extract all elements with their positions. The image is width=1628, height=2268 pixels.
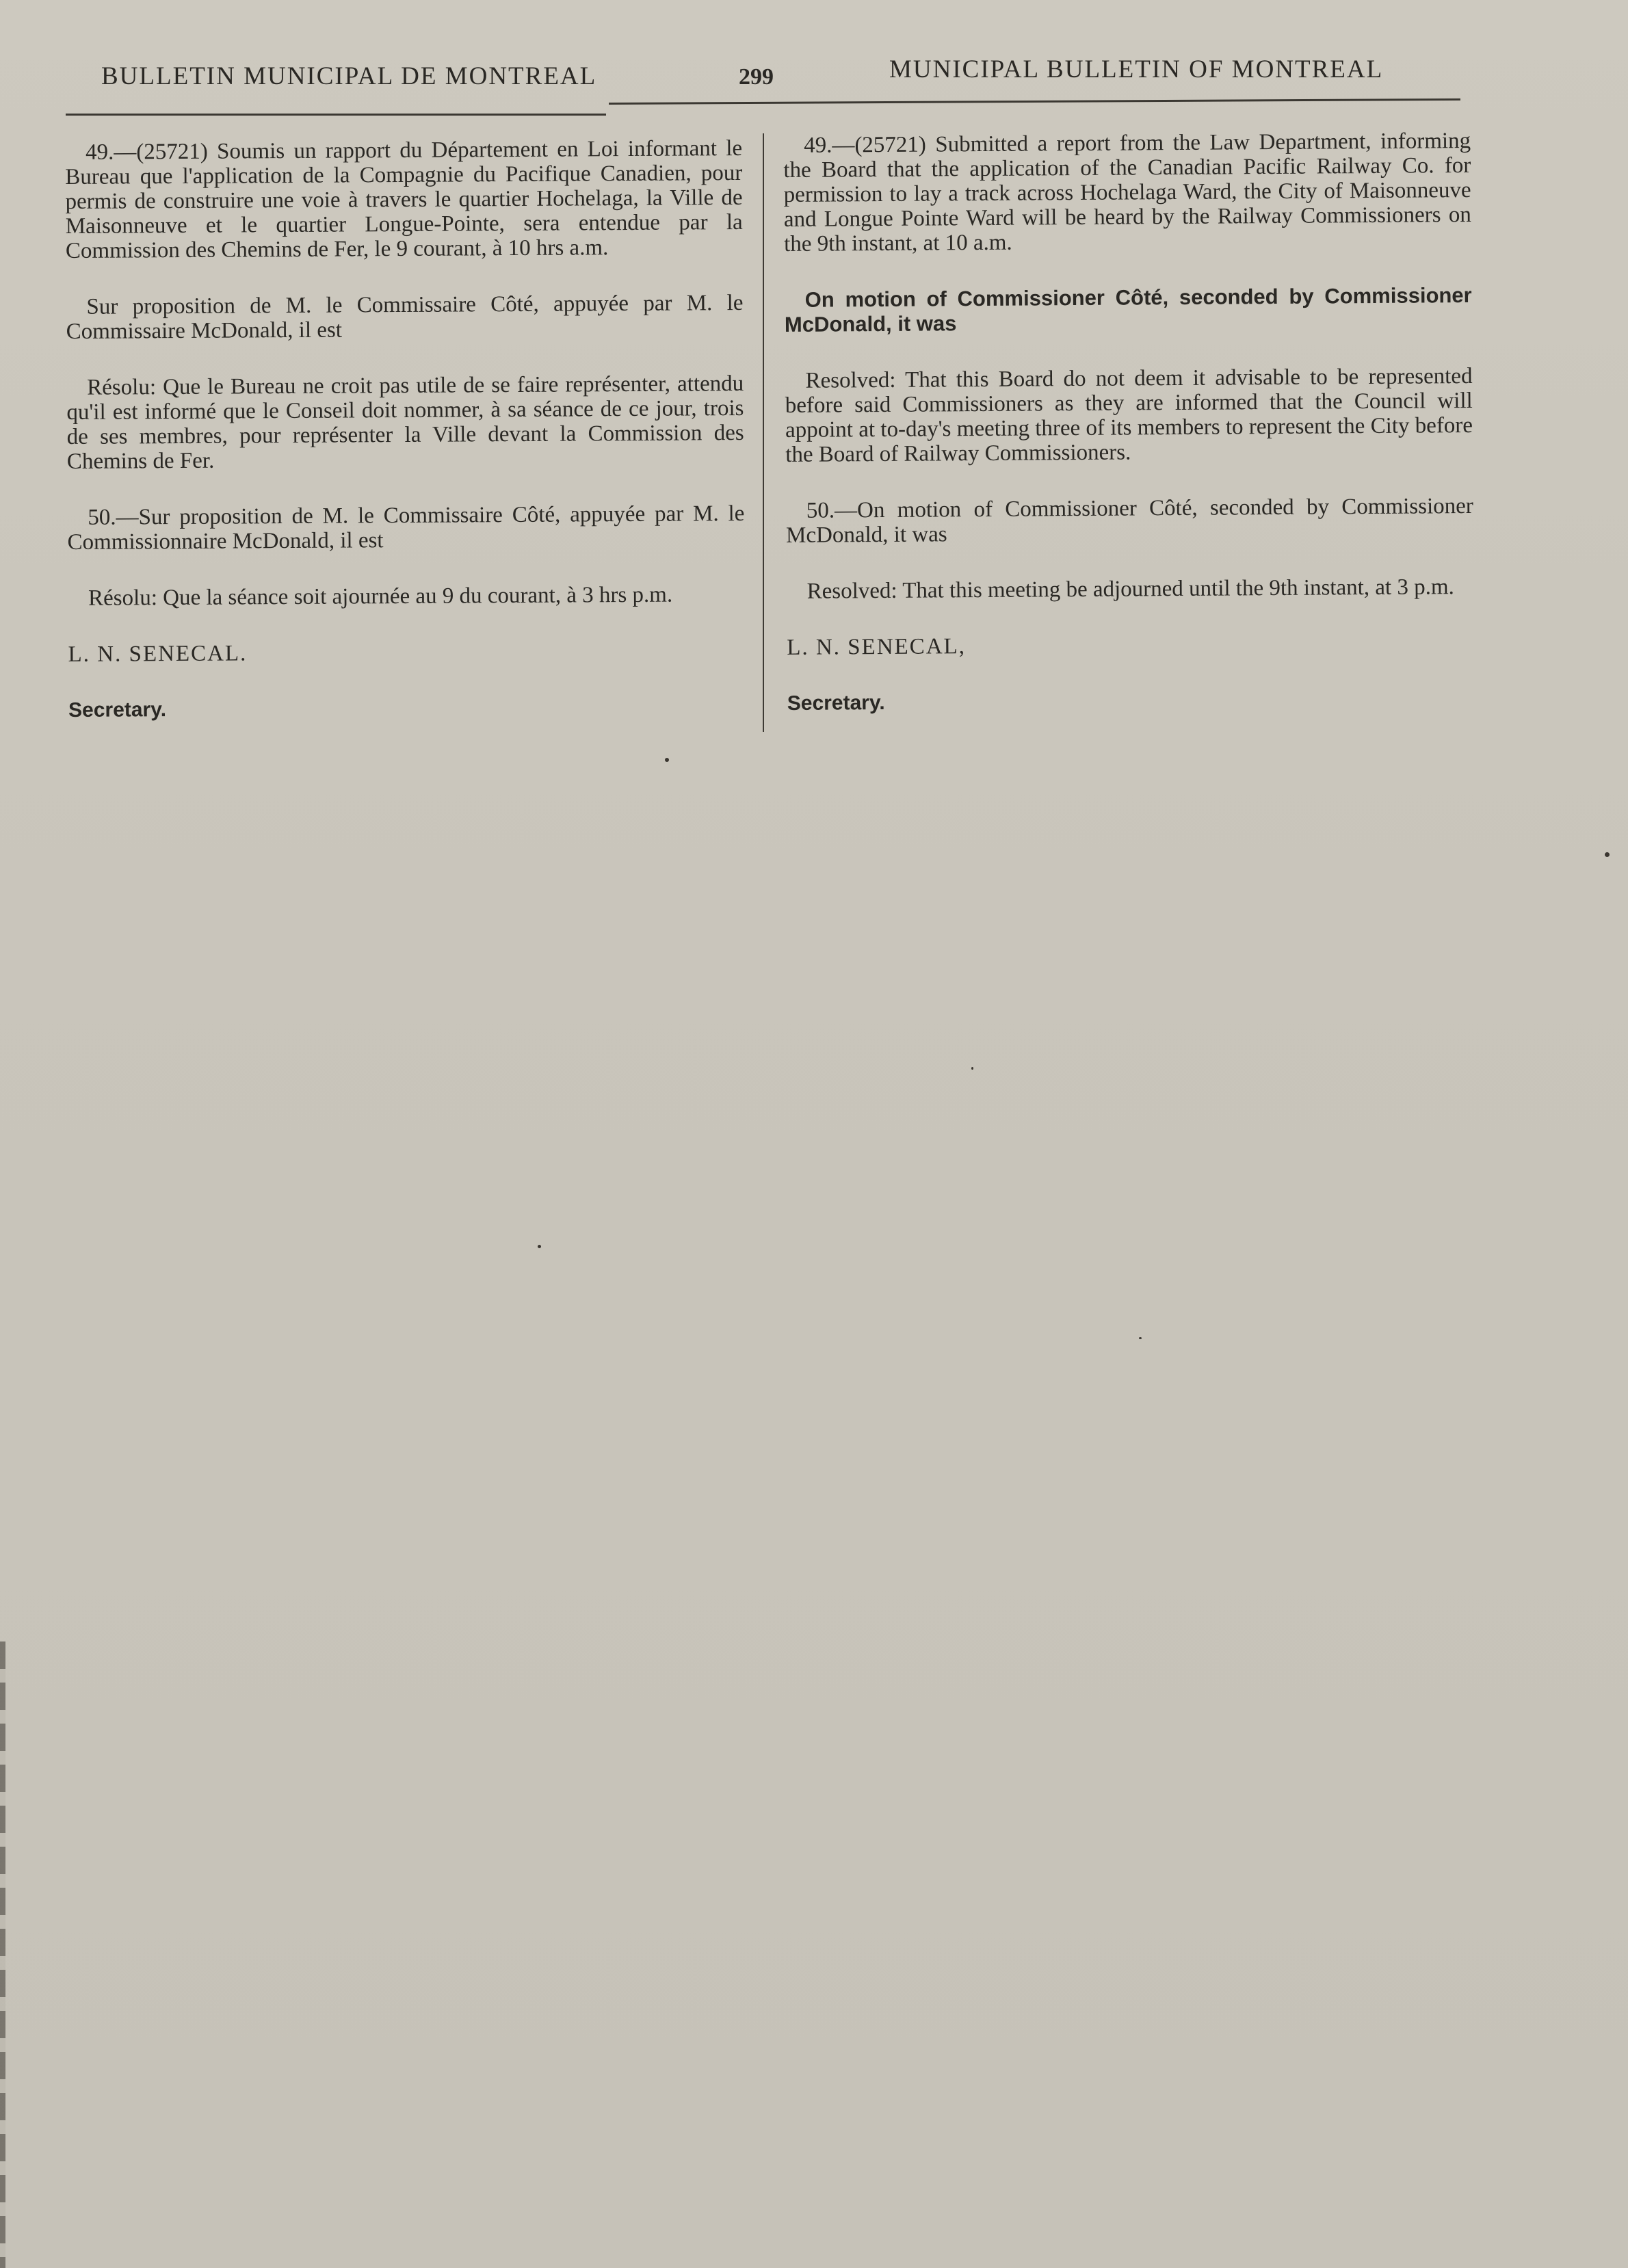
french-motion-49: Sur proposition de M. le Commissaire Côté, appuyée par M. le Commissaire McDonald, il est <box>66 290 744 344</box>
paper-speck <box>538 1245 541 1248</box>
french-item-49: 49.—(25721) Soumis un rapport du Département en Loi informant le Bureau que l'application de la Compagnie du Pacifique Canadien, pour permis de construire une voie à travers le quartier Hochelaga, la Ville de Maisonneuve et le quartier Longue-Pointe, sera entendue par la Commission des Chemins de Fer, le 9 courant, à 10 hrs a.m. <box>65 135 743 263</box>
english-signature-title: Secretary. <box>787 691 885 715</box>
french-resolution-49: Résolu: Que le Bureau ne croit pas utile de se faire représenter, attendu qu'il est informé que le Conseil doit nommer, à sa séance de ce jour, trois de ses membres, pour représenter la Ville devant la Commission des Chemins de Fer. <box>66 371 744 474</box>
english-column <box>783 129 1475 748</box>
french-signature-title: Secretary. <box>68 698 167 722</box>
header-rule-right <box>609 98 1460 105</box>
french-signature-name: L. N. SENECAL. <box>68 641 248 667</box>
english-motion-49: On motion of Commissioner Côté, seconded by Commissioner McDonald, it was <box>784 282 1472 337</box>
french-resolution-50: Résolu: Que la séance soit ajournée au 9 du courant, à 3 hrs p.m. <box>88 582 673 611</box>
paper-speck <box>971 1067 973 1070</box>
header-rule-left <box>66 114 606 116</box>
paper-speck <box>1605 852 1610 857</box>
binding-edge <box>0 1641 5 2268</box>
paper-speck <box>665 758 669 762</box>
header-title-french: BULLETIN MUNICIPAL DE MONTREAL <box>101 62 597 90</box>
english-resolution-49: Resolved: That this Board do not deem it advisable to be represented before said Commissioners as they are informed that the Council will appoint at to-day's meeting three of its members to represent the City before the Board of Railway Commissioners. <box>785 363 1473 467</box>
column-divider <box>763 133 764 732</box>
english-signature-name: L. N. SENECAL, <box>787 634 967 660</box>
page-number: 299 <box>739 64 774 90</box>
french-motion-50: 50.—Sur proposition de M. le Commissaire Côté, appuyée par M. le Commissionnaire McDonald, il est <box>67 501 745 555</box>
english-item-49: 49.—(25721) Submitted a report from the Law Department, informing the Board that the application of the Canadian Pacific Railway Co. for permission to lay a track across Hochelaga Ward, the City of Maisonneuve and Longue Pointe Ward will be heard by the Railway Commissioners on the 9th instant, at 10 a.m. <box>783 128 1471 256</box>
english-motion-50: 50.—On motion of Commissioner Côté, seconded by Commissioner McDonald, it was <box>785 493 1473 548</box>
paper-speck <box>1139 1337 1142 1339</box>
french-column <box>65 136 746 754</box>
english-resolution-50: Resolved: That this meeting be adjourned until the 9th instant, at 3 p.m. <box>806 575 1454 604</box>
header-title-english: MUNICIPAL BULLETIN OF MONTREAL <box>889 55 1384 83</box>
